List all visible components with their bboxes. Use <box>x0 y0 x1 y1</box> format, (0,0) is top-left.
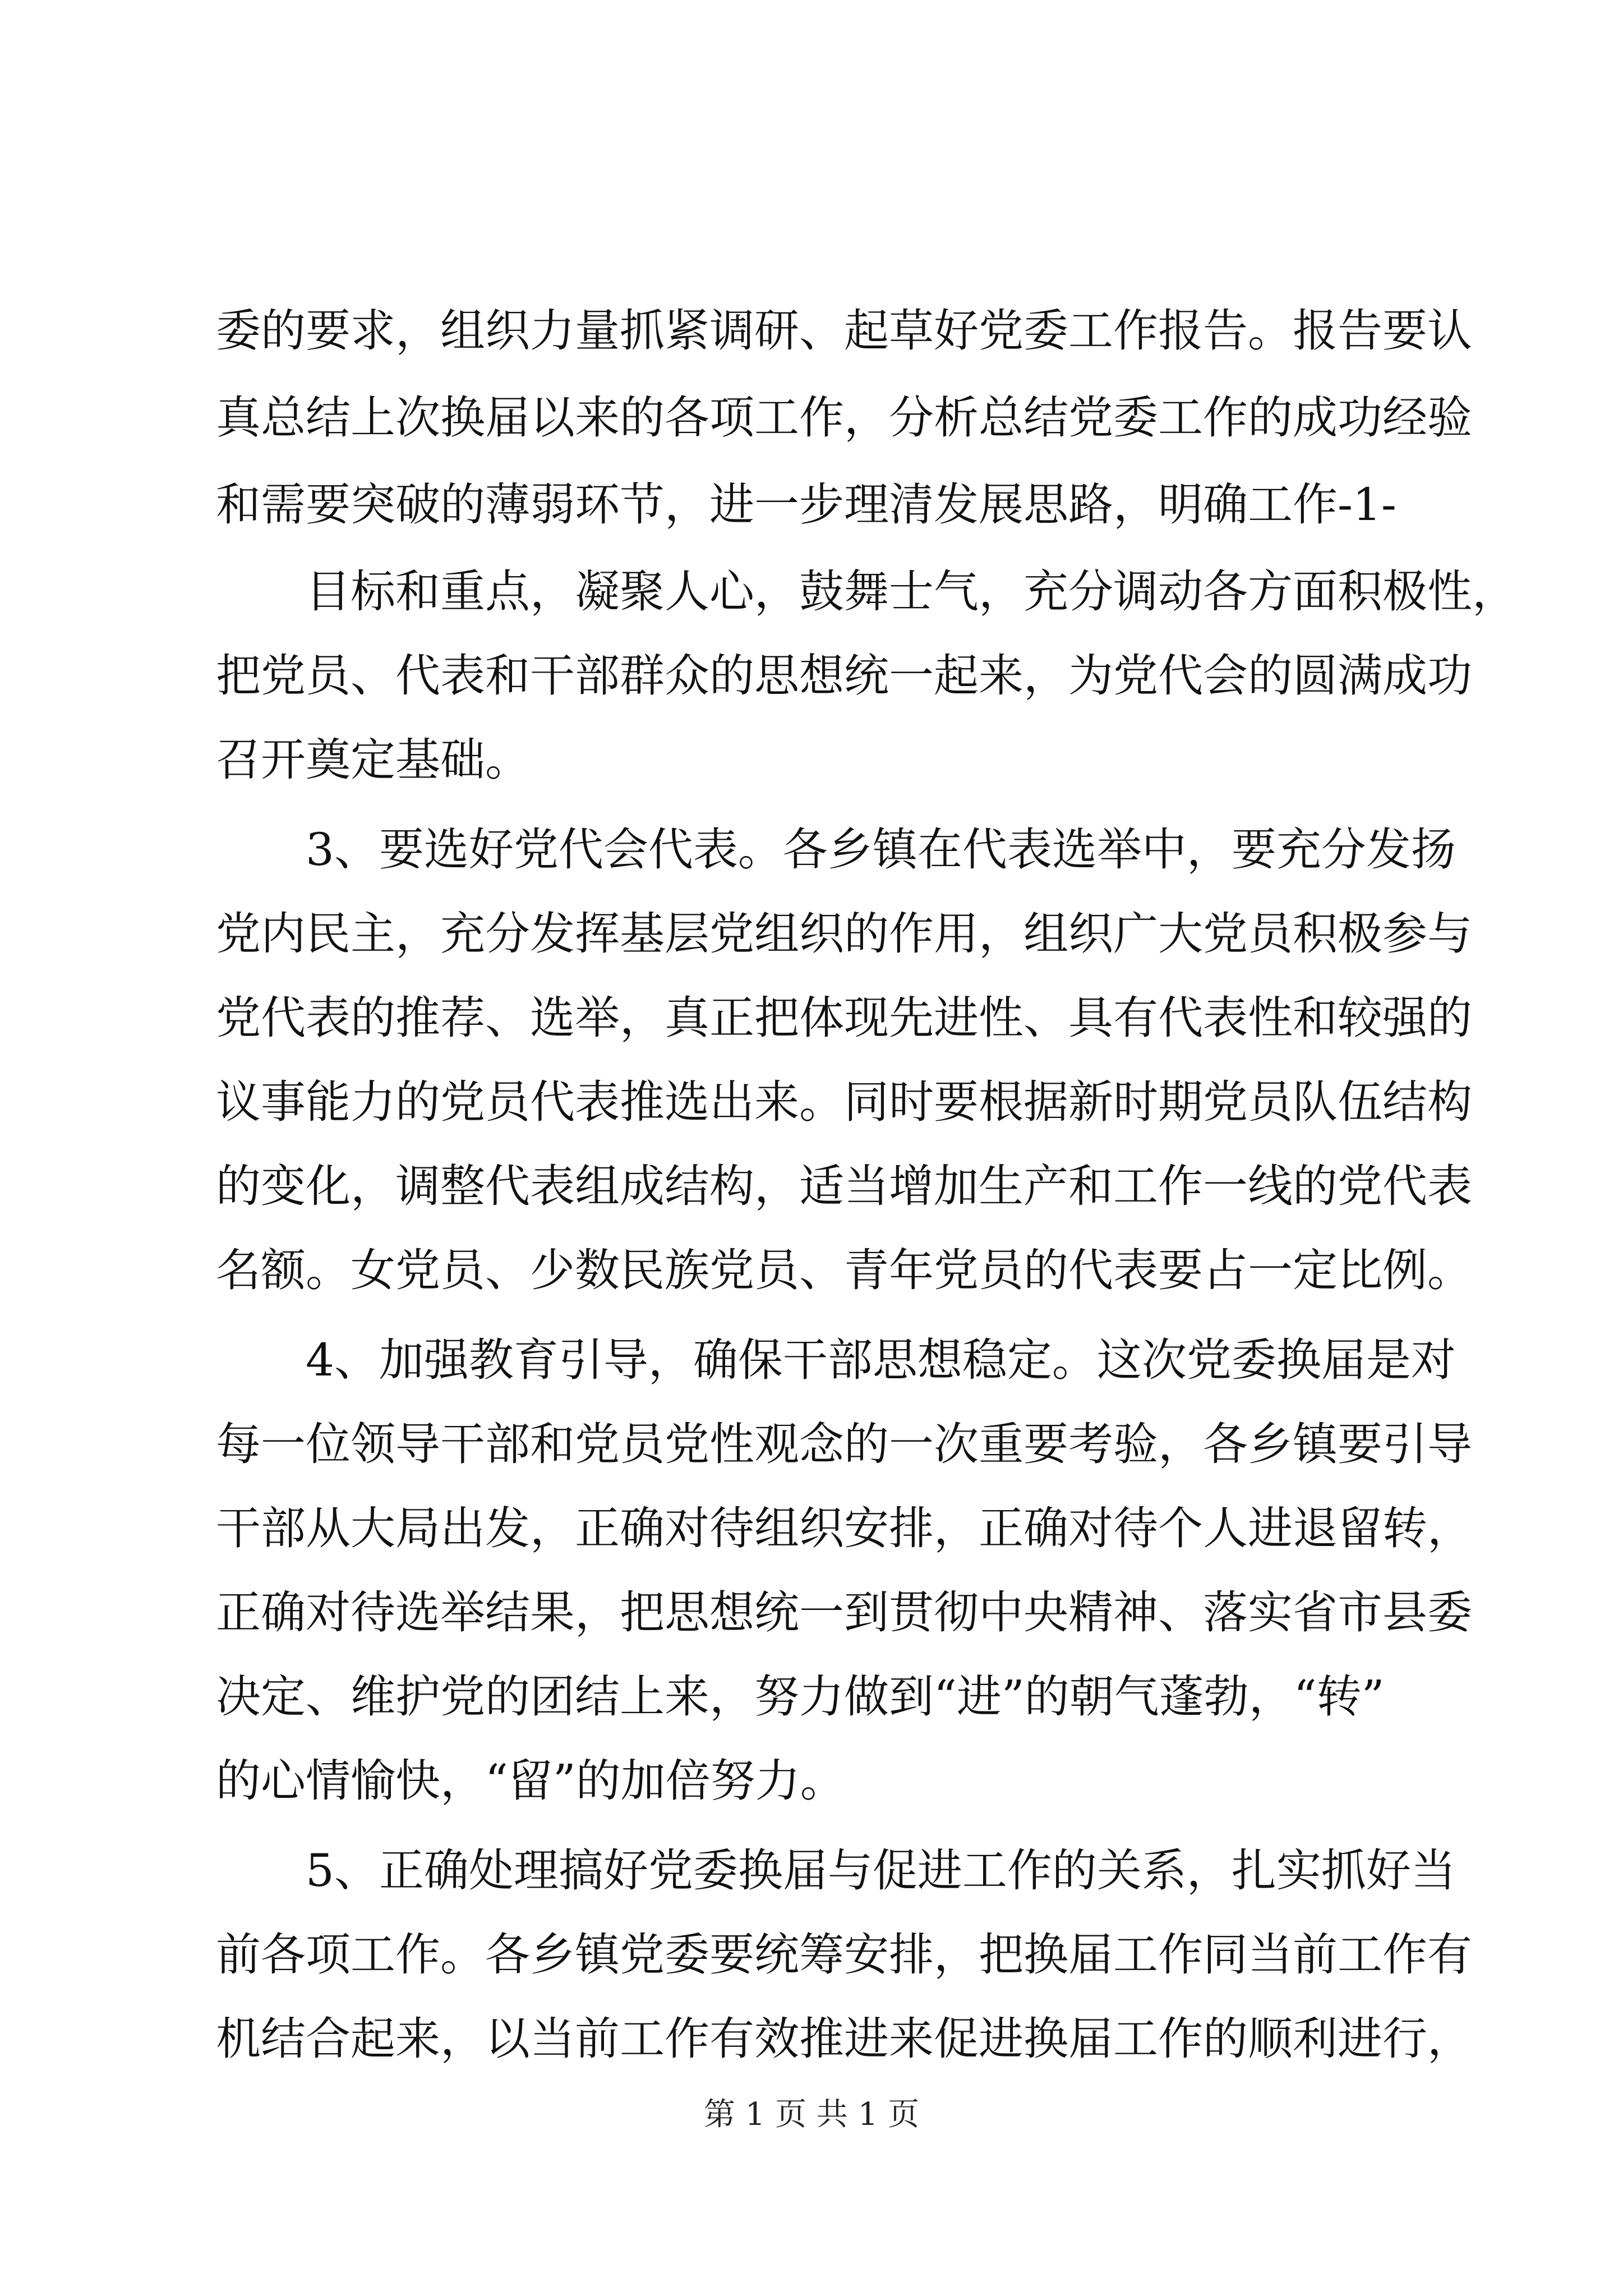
body-text-line: 目标和重点，凝聚人心，鼓舞士气，充分调动各方面积极性， <box>306 565 1517 618</box>
body-text-line: 4、加强教育引导，确保干部思想稳定。这次党委换届是对 <box>306 1334 1456 1386</box>
body-text-line: 真总结上次换届以来的各项工作，分析总结党委工作的成功经验 <box>216 392 1472 444</box>
body-text-line: 前各项工作。各乡镇党委要统筹安排，把换届工作同当前工作有 <box>216 1929 1472 1981</box>
body-text-line: 名额。女党员、少数民族党员、青年党员的代表要占一定比例。 <box>216 1244 1472 1296</box>
body-text-line: 的变化，调整代表组成结构，适当增加生产和工作一线的党代表 <box>216 1160 1472 1212</box>
body-text-line: 议事能力的党员代表推选出来。同时要根据新时期党员队伍结构 <box>216 1076 1472 1128</box>
body-text-line: 把党员、代表和干部群众的思想统一起来，为党代会的圆满成功 <box>216 650 1472 702</box>
body-text-line: 召开奠定基础。 <box>216 734 530 786</box>
body-text-line: 每一位领导干部和党员党性观念的一次重要考验，各乡镇要引导 <box>216 1418 1472 1470</box>
body-text-line: 3、要选好党代会代表。各乡镇在代表选举中，要充分发扬 <box>306 823 1456 876</box>
body-text-line: 和需要突破的薄弱环节，进一步理清发展思路，明确工作-1- <box>216 478 1396 531</box>
page-footer: 第 1 页 共 1 页 <box>703 2096 920 2133</box>
body-text-line: 委的要求，组织力量抓紧调研、起草好党委工作报告。报告要认 <box>216 305 1472 357</box>
body-text-line: 的心情愉快，“留”的加倍努力。 <box>216 1755 845 1807</box>
body-text-line: 机结合起来，以当前工作有效推进来促进换届工作的顺利进行， <box>216 2013 1472 2065</box>
body-text-line: 党代表的推荐、选举，真正把体现先进性、具有代表性和较强的 <box>216 992 1472 1044</box>
body-text-line: 决定、维护党的团结上来，努力做到“进”的朝气蓬勃，“转” <box>216 1671 1385 1723</box>
body-text-line: 5、正确处理搞好党委换届与促进工作的关系，扎实抓好当 <box>306 1844 1456 1897</box>
body-text-line: 正确对待选举结果，把思想统一到贯彻中央精神、落实省市县委 <box>216 1586 1472 1639</box>
body-text-line: 党内民主，充分发挥基层党组织的作用，组织广大党员积极参与 <box>216 908 1472 960</box>
body-text-line: 干部从大局出发，正确对待组织安排，正确对待个人进退留转， <box>216 1502 1472 1554</box>
